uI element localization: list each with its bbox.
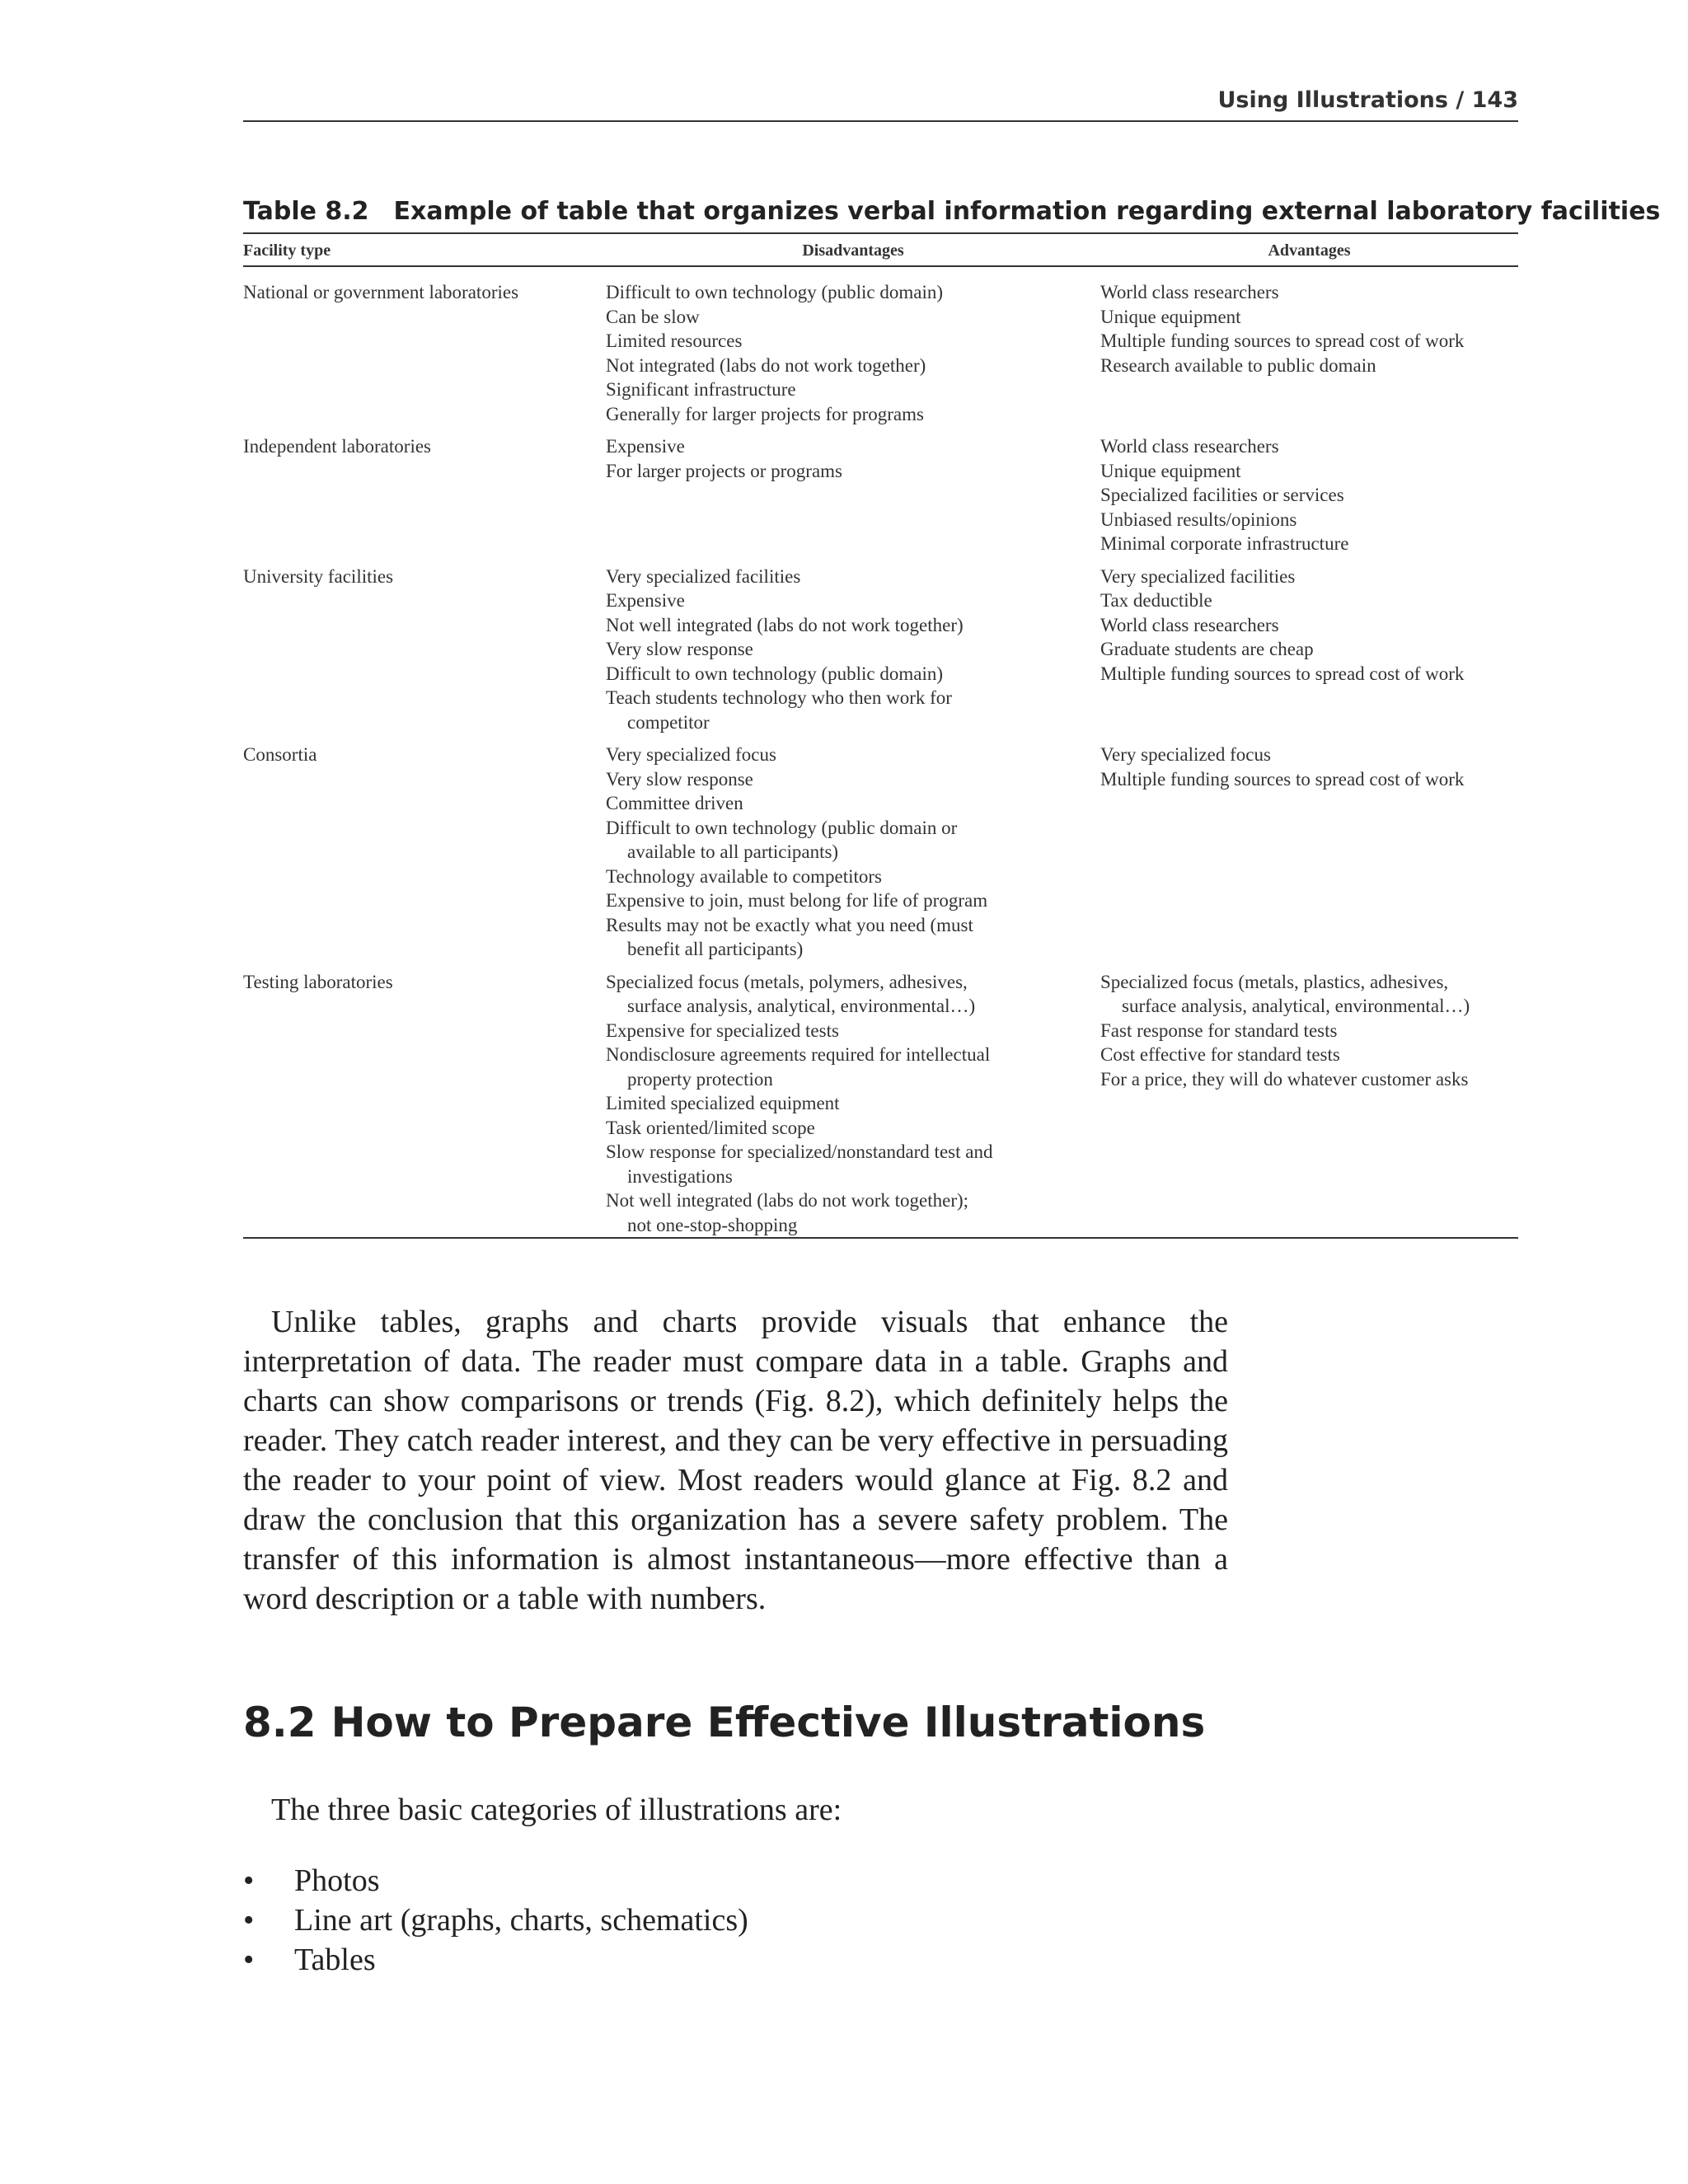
- cell-advantages: [1100, 434, 1518, 565]
- disadvantage-line: Expensive: [606, 590, 685, 611]
- cell-facility-type: [243, 434, 606, 565]
- advantage-line: Very specialized facilities: [1100, 565, 1296, 587]
- cell-advantages: [1100, 565, 1518, 743]
- advantage-line: Minimal corporate infrastructure: [1100, 533, 1349, 554]
- list-item-text: Tables: [294, 1943, 376, 1977]
- disadvantage-line: Slow response for specialized/nonstandard test and: [606, 1141, 993, 1162]
- disadvantage-line: surface analysis, analytical, environmental…): [627, 996, 976, 1016]
- bullet-icon: •: [243, 1903, 255, 1938]
- disadvantage-line: Expensive: [606, 436, 685, 457]
- advantage-line: Tax deductible: [1100, 590, 1212, 611]
- disadvantage-line: Difficult to own technology (public domain): [606, 663, 944, 684]
- facility-type-text: University facilities: [243, 565, 394, 587]
- disadvantage-line: For larger projects or programs: [606, 460, 842, 481]
- disadvantage-line: Significant infrastructure: [606, 379, 796, 400]
- column-header-facility-type: Facility type: [243, 233, 606, 266]
- disadvantage-line: Teach students technology who then work for: [606, 687, 952, 708]
- advantage-line: Fast response for standard tests: [1100, 1019, 1338, 1041]
- advantage-line: Very specialized focus: [1100, 744, 1271, 765]
- disadvantage-line: property protection: [627, 1068, 773, 1090]
- cell-disadvantages: [606, 434, 1100, 565]
- disadvantage-line: not one-stop-shopping: [627, 1214, 798, 1235]
- cell-advantages: [1100, 970, 1518, 1239]
- disadvantage-line: Difficult to own technology (public domain): [606, 282, 944, 302]
- intro-sentence: The three basic categories of illustrations are:: [271, 1793, 842, 1827]
- disadvantage-line: Limited specialized equipment: [606, 1093, 840, 1113]
- disadvantage-line: Very slow response: [606, 768, 753, 790]
- advantage-line: World class researchers: [1100, 614, 1279, 635]
- facility-type-text: Consortia: [243, 744, 317, 765]
- column-header-advantages: Advantages: [1100, 233, 1518, 266]
- section-title: How to Prepare Effective Illustrations: [331, 1699, 1206, 1746]
- list-item: [243, 1940, 748, 1980]
- disadvantage-line: Not integrated (labs do not work together): [606, 354, 926, 376]
- advantage-line: Multiple funding sources to spread cost of work: [1100, 330, 1465, 351]
- disadvantage-line: benefit all participants): [627, 939, 804, 959]
- disadvantage-line: Nondisclosure agreements required for intellectual: [606, 1044, 991, 1065]
- advantage-line: Specialized facilities or services: [1100, 485, 1344, 505]
- list-item-text: Line art (graphs, charts, schematics): [294, 1903, 748, 1938]
- table-caption-text: Example of table that organizes verbal information regarding external laboratory facilities: [393, 197, 1661, 226]
- disadvantage-line: Difficult to own technology (public domain or: [606, 817, 958, 838]
- advantage-line: World class researchers: [1100, 436, 1279, 457]
- advantage-line: Cost effective for standard tests: [1100, 1044, 1340, 1065]
- cell-facility-type: [243, 743, 606, 970]
- list-item: [243, 1861, 748, 1900]
- disadvantage-line: Not well integrated (labs do not work together): [606, 614, 964, 635]
- table-header-row: [243, 233, 1518, 266]
- cell-advantages: [1100, 266, 1518, 434]
- bullet-icon: •: [243, 1943, 255, 1977]
- facility-type-text: National or government laboratories: [243, 282, 519, 302]
- disadvantage-line: Committee driven: [606, 793, 743, 813]
- disadvantage-line: investigations: [627, 1165, 733, 1187]
- table-row: [243, 434, 1518, 565]
- disadvantage-line: Can be slow: [606, 306, 700, 327]
- cell-disadvantages: [606, 266, 1100, 434]
- table-row: [243, 266, 1518, 434]
- bullet-icon: •: [243, 1863, 255, 1898]
- cell-facility-type: [243, 266, 606, 434]
- table-row: [243, 970, 1518, 1239]
- disadvantage-line: Generally for larger projects for programs: [606, 403, 924, 424]
- advantage-line: Unbiased results/opinions: [1100, 509, 1297, 530]
- facility-type-text: Testing laboratories: [243, 971, 393, 992]
- table-row: [243, 743, 1518, 970]
- disadvantage-line: Expensive for specialized tests: [606, 1019, 839, 1041]
- body-paragraph: Unlike tables, graphs and charts provide visuals that enhance the interpretation of data. The reader must compare data in a table. Graphs and charts can show comparisons or trends (Fig. 8.2), which definitely helps the reader. They catch reader interest, and they can be very effective in persuading the reader to your point of view. Most readers would glance at Fig. 8.2 and draw the conclusion that this organization has a severe safety problem. The transfer of this information is almost instantaneous—more effective than a word description or a table with numbers.: [243, 1305, 1229, 1616]
- table-row: [243, 565, 1518, 743]
- facilities-table: [243, 232, 1518, 1239]
- section-heading: [243, 1690, 1205, 1755]
- facility-type-text: Independent laboratories: [243, 436, 431, 457]
- table-body: [243, 266, 1518, 1238]
- advantage-line: Multiple funding sources to spread cost of work: [1100, 663, 1465, 684]
- advantage-line: Multiple funding sources to spread cost of work: [1100, 768, 1465, 790]
- advantage-line: Specialized focus (metals, plastics, adhesives,: [1100, 971, 1449, 992]
- advantage-line: Unique equipment: [1100, 306, 1241, 327]
- cell-disadvantages: [606, 970, 1100, 1239]
- running-header: Using Illustrations / 143: [243, 84, 1518, 122]
- disadvantage-line: Limited resources: [606, 330, 743, 351]
- advantage-line: Research available to public domain: [1100, 354, 1376, 376]
- advantage-line: For a price, they will do whatever customer asks: [1100, 1068, 1469, 1090]
- category-list: [243, 1861, 748, 1980]
- cell-advantages: [1100, 743, 1518, 970]
- disadvantage-line: available to all participants): [627, 841, 839, 862]
- column-header-disadvantages: Disadvantages: [606, 233, 1100, 266]
- disadvantage-line: Specialized focus (metals, polymers, adhesives,: [606, 971, 968, 992]
- disadvantage-line: competitor: [627, 711, 710, 733]
- cell-disadvantages: [606, 743, 1100, 970]
- disadvantage-line: Very specialized facilities: [606, 565, 801, 587]
- advantage-line: World class researchers: [1100, 282, 1279, 302]
- disadvantage-line: Task oriented/limited scope: [606, 1117, 815, 1138]
- table-caption: [243, 194, 1661, 229]
- disadvantage-line: Technology available to competitors: [606, 865, 882, 887]
- disadvantage-line: Results may not be exactly what you need (must: [606, 914, 973, 935]
- disadvantage-line: Very slow response: [606, 639, 753, 659]
- cell-facility-type: [243, 970, 606, 1239]
- list-item-text: Photos: [294, 1863, 380, 1898]
- advantage-line: surface analysis, analytical, environmental…): [1122, 996, 1470, 1016]
- cell-disadvantages: [606, 565, 1100, 743]
- list-item: [243, 1900, 748, 1940]
- disadvantage-line: Very specialized focus: [606, 744, 776, 765]
- advantage-line: Unique equipment: [1100, 460, 1241, 481]
- disadvantage-line: Expensive to join, must belong for life of program: [606, 890, 988, 911]
- section-number: 8.2: [243, 1699, 316, 1746]
- cell-facility-type: [243, 565, 606, 743]
- advantage-line: Graduate students are cheap: [1100, 639, 1314, 659]
- disadvantage-line: Not well integrated (labs do not work together);: [606, 1190, 969, 1211]
- table-caption-number: Table 8.2: [243, 197, 369, 226]
